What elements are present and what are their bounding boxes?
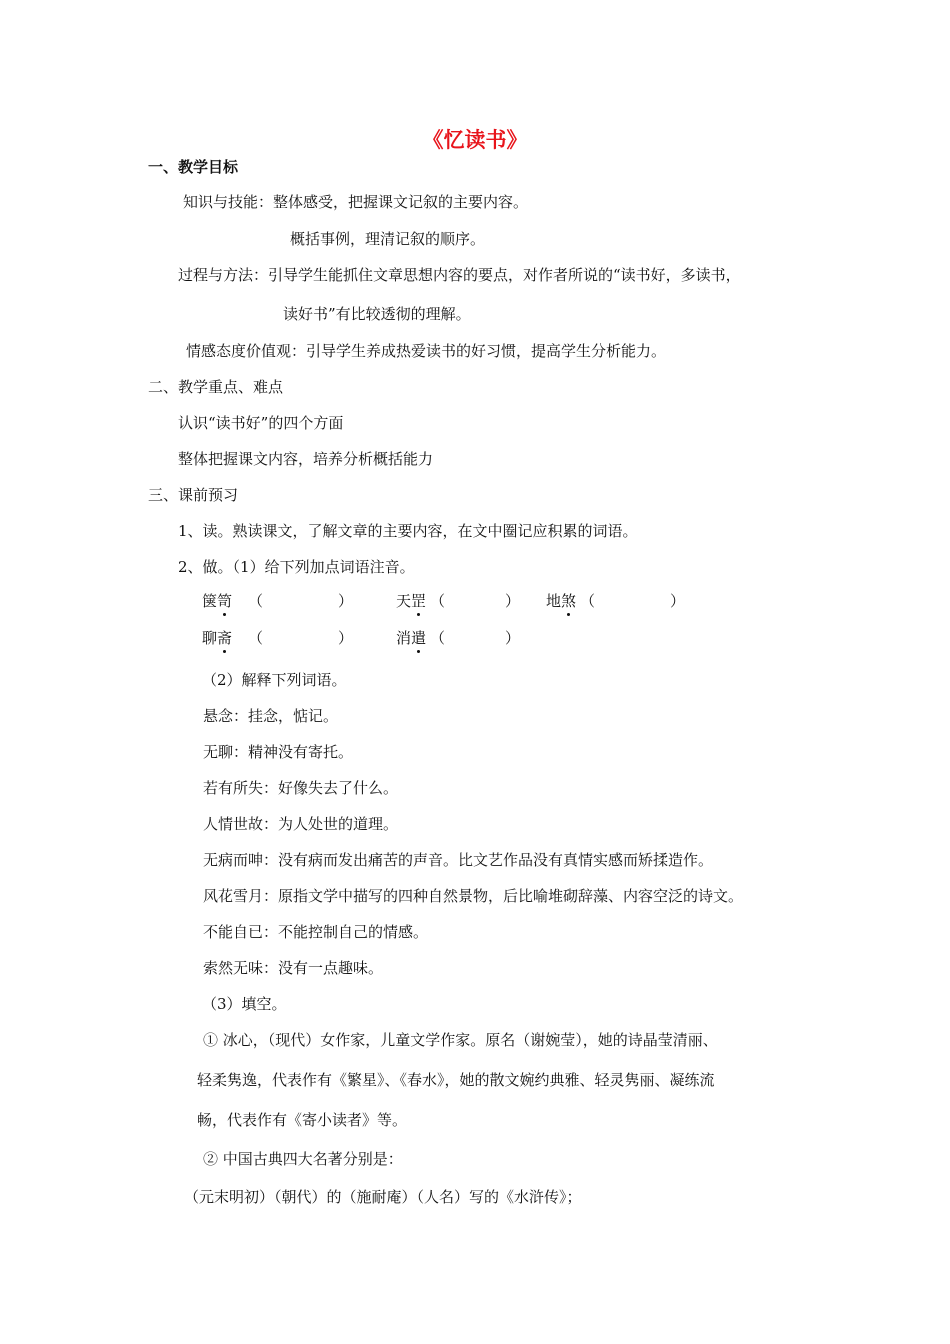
knowledge-line-2: 概括事例，理清记叙的顺序。 xyxy=(290,230,486,248)
pinyin-word-1 xyxy=(202,591,232,611)
preview-item-read: 1、读。熟读课文，了解文章的主要内容，在文中圈记应积累的词语。 xyxy=(178,522,638,540)
knowledge-line-1 xyxy=(183,192,528,212)
keypoint-2: 整体把握课文内容，培养分析概括能力 xyxy=(178,450,434,468)
pinyin-dotted-char: 斋 xyxy=(217,629,233,647)
process-line-2: 读好书”有比较透彻的理解。 xyxy=(283,305,471,323)
pinyin-dotted-char: 遣 xyxy=(411,629,427,647)
subheading-fill: （3）填空。 xyxy=(202,995,287,1013)
pinyin-word-2 xyxy=(396,591,426,611)
definition-item: 若有所失：好像失去了什么。 xyxy=(203,779,399,797)
pinyin-dotted-char: 笥 xyxy=(217,592,233,610)
knowledge-text-1: 整体感受，把握课文记叙的主要内容。 xyxy=(273,193,529,211)
definition-item: 无病而呻：没有病而发出痛苦的声音。比文艺作品没有真情实感而矫揉造作。 xyxy=(203,851,714,869)
pinyin-char: 聊 xyxy=(202,629,218,647)
pinyin-word-5 xyxy=(396,628,426,648)
fill-bingxin-line-3: 畅，代表作有《寄小读者》等。 xyxy=(197,1111,408,1129)
section-heading-preview: 三、课前预习 xyxy=(148,486,239,504)
pinyin-char: 天 xyxy=(396,592,412,610)
pinyin-blank-3: （ ） xyxy=(580,592,686,610)
fill-bingxin-line-2: 轻柔隽逸，代表作有《繁星》、《春水》，她的散文婉约典雅、轻灵隽丽、凝练流 xyxy=(197,1071,715,1089)
emotion-label: 情感态度价值观： xyxy=(186,342,307,360)
pinyin-char: 箧 xyxy=(202,592,218,610)
process-line-1 xyxy=(178,265,741,285)
fill-classics-line-2: （元末明初）（朝代）的（施耐庵）（人名）写的《水浒传》； xyxy=(184,1188,582,1206)
document-title: 《忆读书》 xyxy=(422,128,528,152)
pinyin-blank-1: （ ） xyxy=(248,592,354,610)
pinyin-char: 地 xyxy=(546,592,562,610)
definition-item: 不能自已：不能控制自己的情感。 xyxy=(203,923,429,941)
fill-classics-line-1: ② 中国古典四大名著分别是： xyxy=(203,1150,403,1168)
pinyin-blank-5: （ ） xyxy=(430,629,521,647)
subheading-explain: （2）解释下列词语。 xyxy=(202,671,347,689)
emotion-line xyxy=(186,341,666,361)
emotion-text: 引导学生养成热爱读书的好习惯，提高学生分析能力。 xyxy=(306,342,667,360)
definition-item: 风花雪月：原指文学中描写的四种自然景物，后比喻堆砌辞藻、内容空泛的诗文。 xyxy=(203,887,744,905)
pinyin-word-4 xyxy=(202,628,232,648)
pinyin-blank-2: （ ） xyxy=(430,592,521,610)
preview-item-do: 2、做。（1）给下列加点词语注音。 xyxy=(178,558,415,576)
definition-item: 悬念：挂念，惦记。 xyxy=(203,707,339,725)
pinyin-char: 消 xyxy=(396,629,412,647)
process-text-1: 引导学生能抓住文章思想内容的要点，对作者所说的“读书好，多读书， xyxy=(268,266,741,284)
knowledge-label: 知识与技能： xyxy=(183,193,274,211)
pinyin-word-3 xyxy=(546,591,576,611)
pinyin-blank-4: （ ） xyxy=(248,629,354,647)
fill-bingxin-line-1: ① 冰心，（现代）女作家，儿童文学作家。原名（谢婉莹），她的诗晶莹清丽、 xyxy=(203,1031,718,1049)
pinyin-dotted-char: 罡 xyxy=(411,592,427,610)
definition-item: 人情世故：为人处世的道理。 xyxy=(203,815,399,833)
keypoint-1: 认识“读书好”的四个方面 xyxy=(178,414,344,432)
process-label: 过程与方法： xyxy=(178,266,269,284)
definition-item: 无聊：精神没有寄托。 xyxy=(203,743,354,761)
pinyin-dotted-char: 煞 xyxy=(561,592,577,610)
section-heading-objectives: 一、教学目标 xyxy=(148,158,239,176)
section-heading-keypoints: 二、教学重点、难点 xyxy=(148,378,284,396)
definition-item: 索然无味：没有一点趣味。 xyxy=(203,959,384,977)
